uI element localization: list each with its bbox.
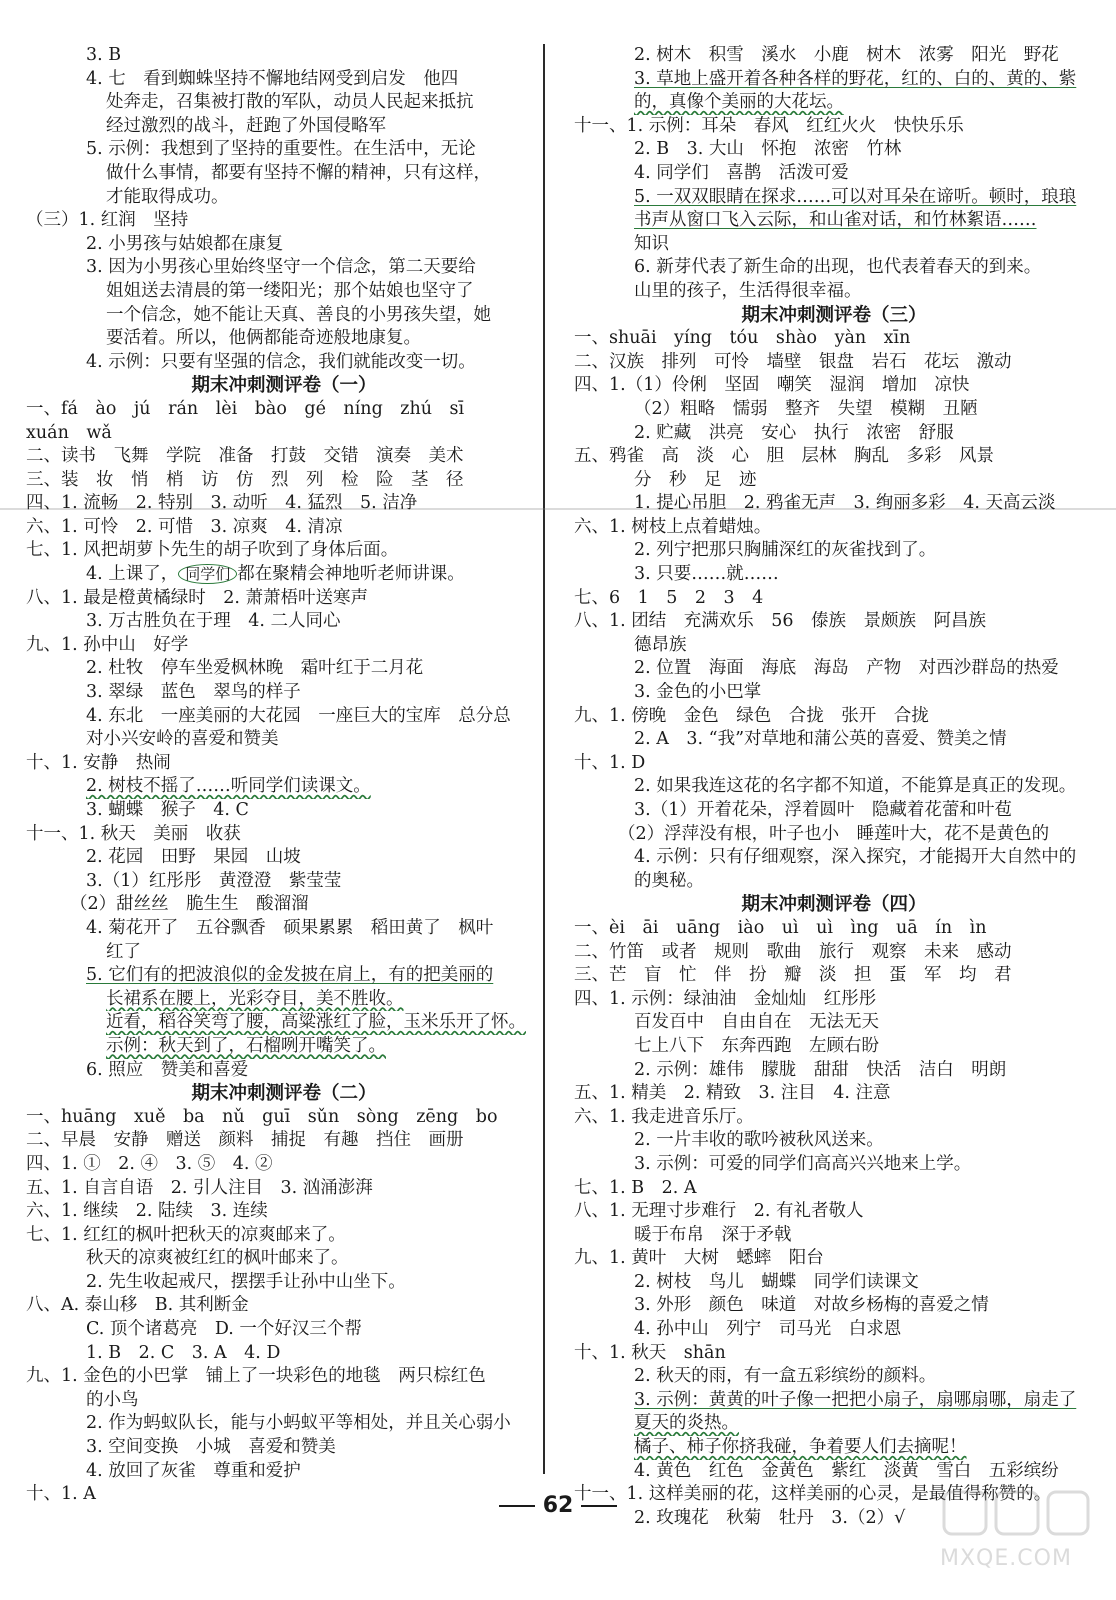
- answer-line: [26, 304, 542, 328]
- answer-line: [26, 422, 542, 446]
- answer-text: 3. 示例：黄黄的叶子像一把把小扇子，扇哪扇哪，扇走了: [634, 1389, 1077, 1410]
- answer-text: 6. 照应 赞美和喜爱: [86, 1059, 249, 1080]
- answer-text: 分 秒 足 迹: [634, 469, 757, 490]
- answer-line: [26, 209, 542, 233]
- answer-line: [574, 988, 1094, 1012]
- answer-text: 要活着。所以，他俩都能奇迹般地康复。: [106, 328, 421, 349]
- answer-text: 十、1. 秋天 shān: [574, 1342, 726, 1363]
- answer-line: [574, 1035, 1094, 1059]
- answer-line: [26, 893, 542, 917]
- answer-text: 一、fá ào jú rán lèi bào gé níng zhú sī: [26, 398, 465, 419]
- answer-line: [26, 186, 542, 210]
- answer-text: 2. 秋天的雨，有一盒五彩缤纷的颜料。: [634, 1366, 937, 1387]
- answer-line: [574, 728, 1094, 752]
- answer-line: [574, 1412, 1094, 1436]
- answer-line: [26, 1153, 542, 1177]
- answer-line: [574, 1177, 1094, 1201]
- answer-text: 2. 作为蚂蚁队长，能与小蚂蚁平等相处，并且关心弱小: [86, 1413, 511, 1434]
- answer-line: [574, 209, 1094, 233]
- answer-line: [574, 351, 1094, 375]
- answer-line: [26, 256, 542, 280]
- answer-line: [26, 469, 542, 493]
- answer-line: [26, 1247, 542, 1271]
- answer-text: 十一、1. 示例：耳朵 春风 红红火火 快快乐乐: [574, 115, 964, 136]
- answer-line: [574, 1389, 1094, 1413]
- answer-text: 姐姐送去清晨的第一缕阳光；那个姑娘也坚守了: [106, 280, 474, 301]
- answer-line: [26, 1177, 542, 1201]
- answer-text: 二、早晨 安静 赠送 颜料 捕捉 有趣 挡住 画册: [26, 1130, 464, 1151]
- answer-line: [574, 91, 1094, 115]
- answer-line: [26, 44, 542, 68]
- answer-line: [574, 1106, 1094, 1130]
- answer-line: [574, 563, 1094, 587]
- answer-text: 九、1. 傍晚 金色 绿色 合拢 张开 合拢: [574, 705, 929, 726]
- answer-line: [26, 681, 542, 705]
- answer-text: 一、èi āi uāng iào uì uì ìng uā ín ìn: [574, 917, 987, 938]
- answer-line: [26, 870, 542, 894]
- answer-line: [26, 752, 542, 776]
- answer-line: [574, 186, 1094, 210]
- answer-line: [574, 705, 1094, 729]
- answer-text: 夏天的炎热。: [634, 1413, 739, 1434]
- answer-text: 六、1. 可怜 2. 可惜 3. 凉爽 4. 清凉: [26, 516, 343, 537]
- answer-line: [574, 1436, 1094, 1460]
- answer-text: 经过激烈的战斗，赶跑了外国侵略军: [106, 115, 386, 136]
- answer-line: [26, 91, 542, 115]
- column-divider: [543, 44, 545, 1474]
- answer-line: [26, 1011, 542, 1035]
- answer-line: [26, 799, 542, 823]
- answer-text: 二、汉族 排列 可怜 墙壁 银盘 岩石 花坛 激动: [574, 351, 1012, 372]
- answer-line: [574, 1224, 1094, 1248]
- answer-line: [574, 610, 1094, 634]
- answer-text: 4. 东北 一座美丽的大花园 一座巨大的宝库 总分总: [86, 705, 511, 726]
- answer-line: [26, 1059, 542, 1083]
- answer-text: 示例：秋天到了，石榴咧开嘴笑了。: [106, 1035, 386, 1056]
- answer-text: 八、1. 团结 充满欢乐 56 傣族 景颇族 阿昌族: [574, 611, 987, 632]
- answer-line: [26, 351, 542, 375]
- answer-text: 3.（1）开着花朵，浮着圆叶 隐藏着花蕾和叶苞: [634, 800, 1012, 820]
- answer-text: 4. 孙中山 列宁 司马光 白求恩: [634, 1319, 902, 1340]
- answer-line: [574, 917, 1094, 941]
- answer-line: [574, 68, 1094, 92]
- answer-text: 秋天的凉爽被红红的枫叶邮来了。: [86, 1248, 349, 1269]
- answer-line: [574, 634, 1094, 658]
- answer-text: 4. 放回了灰雀 尊重和爱护: [86, 1460, 301, 1481]
- answer-text: 2. A 3. “我”对草地和蒲公英的喜爱、赞美之情: [634, 729, 1007, 750]
- answer-text: 七上八下 东奔西跑 左顾右盼: [634, 1035, 879, 1056]
- answer-line: [574, 327, 1094, 351]
- answer-text: 知识: [634, 233, 669, 254]
- answer-text: 长裙系在腰上，光彩夺目，美不胜收。: [106, 988, 404, 1009]
- answer-text: 对小兴安岭的喜爱和赞美: [86, 729, 279, 750]
- answer-text: 五、1. 精美 2. 精致 3. 注目 4. 注意: [574, 1083, 891, 1104]
- answer-line: [574, 846, 1094, 870]
- answer-text: 2. 示例：雄伟 朦胧 甜甜 快活 洁白 明朗: [634, 1059, 1007, 1080]
- answer-text: 八、1. 无理寸步难行 2. 有礼者敬人: [574, 1201, 864, 1222]
- answer-line: [26, 728, 542, 752]
- answer-text-tail: 都在聚精会神地听老师讲课。: [237, 564, 465, 585]
- answer-text: 2. 如果我连这花的名字都不知道，不能算是真正的发现。: [634, 776, 1077, 797]
- answer-line: [26, 1412, 542, 1436]
- answer-column-left: [26, 44, 542, 1507]
- answer-line: [574, 280, 1094, 304]
- answer-line: [26, 1318, 542, 1342]
- answer-line: [574, 587, 1094, 611]
- answer-text: 五、1. 自言自语 2. 引人注目 3. 汹涌澎湃: [26, 1177, 373, 1198]
- answer-text: 七、1. B 2. A: [574, 1177, 697, 1198]
- page-number-text: 62: [542, 1493, 574, 1518]
- answer-line: [26, 516, 542, 540]
- answer-text: 二、竹笛 或者 规则 歌曲 旅行 观察 未来 感动: [574, 941, 1012, 962]
- answer-text: 2. 树木 积雪 溪水 小鹿 树木 浓雾 阳光 野花: [634, 45, 1059, 65]
- answer-line: [26, 327, 542, 351]
- answer-line: [26, 68, 542, 92]
- answer-line: [574, 398, 1094, 422]
- answer-text: 山里的孩子，生活得很幸福。: [634, 280, 862, 301]
- answer-text: 3. 外形 颜色 味道 对故乡杨梅的喜爱之情: [634, 1295, 989, 1316]
- section-title: [574, 893, 1094, 917]
- answer-line: [574, 1271, 1094, 1295]
- answer-line: [574, 657, 1094, 681]
- answer-text: 5. 一双双眼睛在探求……可以对耳朵在谛听。顿时，琅琅: [634, 186, 1077, 207]
- answer-line: [26, 610, 542, 634]
- answer-text: 十、1. 安静 热闹: [26, 752, 171, 773]
- answer-line: [574, 44, 1094, 68]
- answer-text: 一个信念，她不能让天真、善良的小男孩失望，她: [106, 304, 491, 325]
- answer-text: 十、1. A: [26, 1484, 96, 1505]
- answer-line: [26, 964, 542, 988]
- answer-text: 处奔走，召集被打散的军队，动员人民起来抵抗: [106, 92, 474, 113]
- section-title: [26, 1082, 542, 1106]
- section-title: [574, 304, 1094, 328]
- answer-line: [26, 1294, 542, 1318]
- answer-text: 3. 因为小男孩心里始终坚守一个信念，第二天要给: [86, 257, 476, 278]
- watermark-logo: [934, 1480, 1094, 1580]
- answer-text: 六、1. 继续 2. 陆续 3. 连续: [26, 1201, 268, 1222]
- answer-text: 2. 树枝 鸟儿 蝴蝶 同学们读课文: [634, 1271, 919, 1292]
- answer-line: [26, 138, 542, 162]
- answer-line: [574, 233, 1094, 257]
- answer-line: [574, 1365, 1094, 1389]
- answer-text: 的奥秘。: [634, 870, 704, 891]
- answer-text: 近看，稻谷笑弯了腰，高粱涨红了脸，玉米乐开了怀。: [106, 1012, 526, 1033]
- answer-line: [26, 988, 542, 1012]
- answer-text: （2）浮萍没有根，叶子也小 睡莲叶大，花不是黄色的: [618, 823, 1050, 844]
- answer-line: [26, 1460, 542, 1484]
- answer-line: [26, 657, 542, 681]
- answer-text: 十、1. D: [574, 752, 646, 773]
- answer-line: [574, 870, 1094, 894]
- answer-line: [574, 1200, 1094, 1224]
- answer-text: 4. 七 看到蜘蛛坚持不懈地结网受到启发 他四: [86, 68, 459, 89]
- answer-text: 3. 草地上盛开着各种各样的野花，红的、白的、黄的、紫: [634, 68, 1077, 89]
- answer-text: 期末冲刺测评卷（四）: [741, 894, 927, 916]
- answer-text: 才能取得成功。: [106, 186, 229, 207]
- watermark-icon: [934, 1480, 1094, 1550]
- answer-text: 4. 同学们 喜鹊 活泼可爱: [634, 162, 849, 183]
- answer-line: [574, 115, 1094, 139]
- circled-insertion: 同学们: [178, 564, 237, 584]
- answer-line: [574, 138, 1094, 162]
- answer-line: [574, 1153, 1094, 1177]
- answer-text: 七、1. 红红的枫叶把秋天的凉爽邮来了。: [26, 1224, 346, 1245]
- answer-text: C. 顶个诸葛亮 D. 一个好汉三个帮: [86, 1319, 362, 1340]
- answer-text: 6. 新芽代表了新生命的出现，也代表着春天的到来。: [634, 257, 1042, 278]
- answer-line: [574, 1294, 1094, 1318]
- answer-line: [574, 1082, 1094, 1106]
- answer-line: [574, 964, 1094, 988]
- answer-text: 做什么事情，都要有坚持不懈的精神，只有这样，: [106, 162, 491, 183]
- answer-line: [26, 233, 542, 257]
- answer-text: 2. 列宁把那只胸脯深红的灰雀找到了。: [634, 540, 937, 561]
- answer-line: [26, 941, 542, 965]
- answer-line: [26, 1200, 542, 1224]
- answer-text: 2. 一片丰收的歌吟被秋风送来。: [634, 1130, 884, 1151]
- answer-text: 期末冲刺测评卷（三）: [741, 304, 927, 326]
- answer-text: 五、鸦雀 高 淡 心 胆 层林 胸乱 多彩 风景: [574, 446, 994, 467]
- answer-text: 九、1. 黄叶 大树 蟋蟀 阳台: [574, 1248, 824, 1269]
- answer-text: 3. 示例：可爱的同学们高高兴兴地来上学。: [634, 1153, 972, 1174]
- answer-text: 2. 树枝不摇了……听同学们读课文。: [86, 776, 371, 797]
- answer-line: [574, 1318, 1094, 1342]
- answer-line: [26, 1365, 542, 1389]
- answer-text: 2. 小男孩与姑娘都在康复: [86, 233, 284, 254]
- answer-text: 三、芒 盲 忙 伴 扮 瓣 淡 担 蛋 军 均 君: [574, 965, 1012, 986]
- answer-text: 红了: [106, 941, 141, 962]
- answer-text: 5. 示例：我想到了坚持的重要性。在生活中，无论: [86, 139, 476, 160]
- answer-text: 八、1. 最是橙黄橘绿时 2. 萧萧梧叶送寒声: [26, 587, 369, 608]
- answer-text: 书声从窗口飞入云际，和山雀对话，和竹林絮语……: [634, 210, 1037, 231]
- answer-text: 六、1. 我走进音乐厅。: [574, 1106, 754, 1127]
- answer-text: 十一、1. 秋天 美丽 收获: [26, 823, 241, 844]
- answer-text: （2）粗略 懦弱 整齐 失望 模糊 丑陋: [634, 398, 978, 419]
- answer-line: [26, 1129, 542, 1153]
- answer-line: [574, 1247, 1094, 1271]
- answer-text: 4. 菊花开了 五谷飘香 硕果累累 稻田黄了 枫叶: [86, 917, 494, 938]
- answer-text: xuán wǎ: [26, 422, 112, 443]
- answer-line: [26, 1271, 542, 1295]
- answer-text: 3. 空间变换 小城 喜爱和赞美: [86, 1437, 336, 1458]
- answer-text: 的小鸟: [86, 1389, 139, 1410]
- answer-line: [574, 162, 1094, 186]
- answer-line: [574, 422, 1094, 446]
- answer-text: 四、1. ① 2. ④ 3. ⑤ 4. ②: [26, 1153, 273, 1174]
- answer-text: 3. B: [86, 45, 122, 65]
- answer-line: [574, 775, 1094, 799]
- answer-text: 九、1. 金色的小巴掌 铺上了一块彩色的地毯 两只棕红色: [26, 1366, 486, 1387]
- answer-text: 暖于布帛 深于矛戟: [634, 1224, 792, 1245]
- answer-line: [574, 445, 1094, 469]
- answer-text: 九、1. 孙中山 好学: [26, 634, 189, 655]
- answer-text: 1. 提心吊胆 2. 鸦雀无声 3. 绚丽多彩 4. 天高云淡: [634, 493, 1056, 514]
- answer-text: 期末冲刺测评卷（二）: [191, 1083, 377, 1105]
- answer-line: [574, 1011, 1094, 1035]
- answer-line: [574, 799, 1094, 823]
- answer-text: 百发百中 自由自在 无法无天: [634, 1012, 879, 1033]
- answer-line: [26, 1035, 542, 1059]
- answer-line: [574, 492, 1094, 516]
- answer-line: [26, 115, 542, 139]
- answer-line: [26, 775, 542, 799]
- answer-text: 3. 蝴蝶 猴子 4. C: [86, 800, 249, 820]
- answer-text: 2. B 3. 大山 怀抱 浓密 竹林: [634, 139, 902, 160]
- answer-line: [26, 539, 542, 563]
- answer-text: 四、1.（1）伶俐 坚固 嘲笑 湿润 增加 凉快: [574, 375, 970, 396]
- answer-text: 二、读书 飞舞 学院 准备 打鼓 交错 演奏 美术: [26, 446, 464, 467]
- answer-text: 2. 位置 海面 海底 海岛 产物 对西沙群岛的热爱: [634, 658, 1059, 679]
- answer-text: 一、huāng xuě ba nǔ guī sǔn sòng zēng bo: [26, 1106, 498, 1127]
- answer-text: 4. 示例：只要有坚强的信念，我们就能改变一切。: [86, 351, 476, 372]
- answer-line: [26, 398, 542, 422]
- answer-line: [574, 1129, 1094, 1153]
- answer-line: [26, 634, 542, 658]
- answer-text: 3. 万古胜负在于理 4. 二人同心: [86, 611, 341, 632]
- answer-text: 2. 玫瑰花 秋菊 牡丹 3.（2）√: [634, 1507, 906, 1528]
- answer-text: 八、A. 泰山移 B. 其利断金: [26, 1295, 249, 1316]
- answer-line: [26, 492, 542, 516]
- answer-line: [26, 587, 542, 611]
- answer-text: 4. 黄色 红色 金黄色 紫红 淡黄 雪白 五彩缤纷: [634, 1460, 1059, 1481]
- answer-text: 5. 它们有的把波浪似的金发披在肩上，有的把美丽的: [86, 965, 494, 986]
- answer-line: [574, 941, 1094, 965]
- answer-text: 六、1. 树枝上点着蜡烛。: [574, 516, 772, 537]
- answer-line: [574, 256, 1094, 280]
- answer-text: 3.（1）红彤彤 黄澄澄 紫莹莹: [86, 870, 342, 891]
- answer-text: 4. 示例：只有仔细观察，深入探究，才能揭开大自然中的: [634, 847, 1077, 868]
- answer-line: [574, 1342, 1094, 1366]
- answer-line: [26, 705, 542, 729]
- answer-text: 橘子、柿子你挤我碰，争着要人们去摘呢！: [634, 1437, 967, 1458]
- answer-text: 三、装 妆 悄 梢 访 仿 烈 列 检 险 茎 径: [26, 469, 464, 490]
- answer-line: [26, 846, 542, 870]
- answer-line: [26, 1342, 542, 1366]
- answer-line: [26, 917, 542, 941]
- answer-line: [26, 1106, 542, 1130]
- answer-line: [574, 374, 1094, 398]
- answer-text: 1. B 2. C 3. A 4. D: [86, 1342, 281, 1363]
- answer-text: 四、1. 流畅 2. 特别 3. 动听 4. 猛烈 5. 洁净: [26, 493, 418, 514]
- answer-line: [574, 469, 1094, 493]
- section-title: [26, 374, 542, 398]
- answer-column-right: [574, 44, 1094, 1530]
- answer-line: [574, 516, 1094, 540]
- answer-text: （2）甜丝丝 脆生生 酸溜溜: [70, 894, 309, 915]
- answer-text: 3. 只要……就……: [634, 564, 779, 585]
- answer-text: 德昂族: [634, 634, 687, 655]
- answer-text: 四、1. 示例：绿油油 金灿灿 红彤彤: [574, 988, 877, 1009]
- answer-line: [26, 280, 542, 304]
- answer-text: 3. 金色的小巴掌: [634, 682, 762, 703]
- answer-line: [26, 1389, 542, 1413]
- answer-line: [26, 445, 542, 469]
- answer-line: [574, 539, 1094, 563]
- answer-text: （三）1. 红润 坚持: [26, 210, 189, 231]
- answer-text: 2. 杜牧 停车坐爱枫林晚 霜叶红于二月花: [86, 658, 424, 679]
- answer-line: [574, 823, 1094, 847]
- answer-line: [26, 563, 542, 587]
- answer-text: 期末冲刺测评卷（一）: [191, 375, 377, 397]
- answer-line: [26, 1224, 542, 1248]
- answer-text: 一、shuāi yíng tóu shào yàn xīn: [574, 328, 911, 349]
- answer-text: 十一、1. 这样美丽的花，这样美丽的心灵，是最值得称赞的。: [574, 1484, 1052, 1505]
- answer-text: 七、1. 风把胡萝卜先生的胡子吹到了身体后面。: [26, 540, 399, 561]
- answer-line: [574, 1059, 1094, 1083]
- watermark-text: MXQE.COM: [940, 1546, 1072, 1571]
- answer-text: 的，真像个美丽的大花坛。: [634, 92, 844, 113]
- answer-text: 2. 先生收起戒尺，摆摆手让孙中山坐下。: [86, 1271, 406, 1292]
- answer-line: [26, 1436, 542, 1460]
- answer-line: [574, 752, 1094, 776]
- answer-text: 4. 上课了，: [86, 564, 179, 585]
- answer-text: 2. 贮藏 洪亮 安心 执行 浓密 舒服: [634, 422, 954, 443]
- answer-line: [574, 681, 1094, 705]
- answer-text: 3. 翠绿 蓝色 翠鸟的样子: [86, 682, 301, 703]
- answer-text: 七、6 1 5 2 3 4: [574, 587, 764, 608]
- answer-line: [26, 823, 542, 847]
- answer-text: 2. 花园 田野 果园 山坡: [86, 847, 301, 868]
- answer-line: [26, 162, 542, 186]
